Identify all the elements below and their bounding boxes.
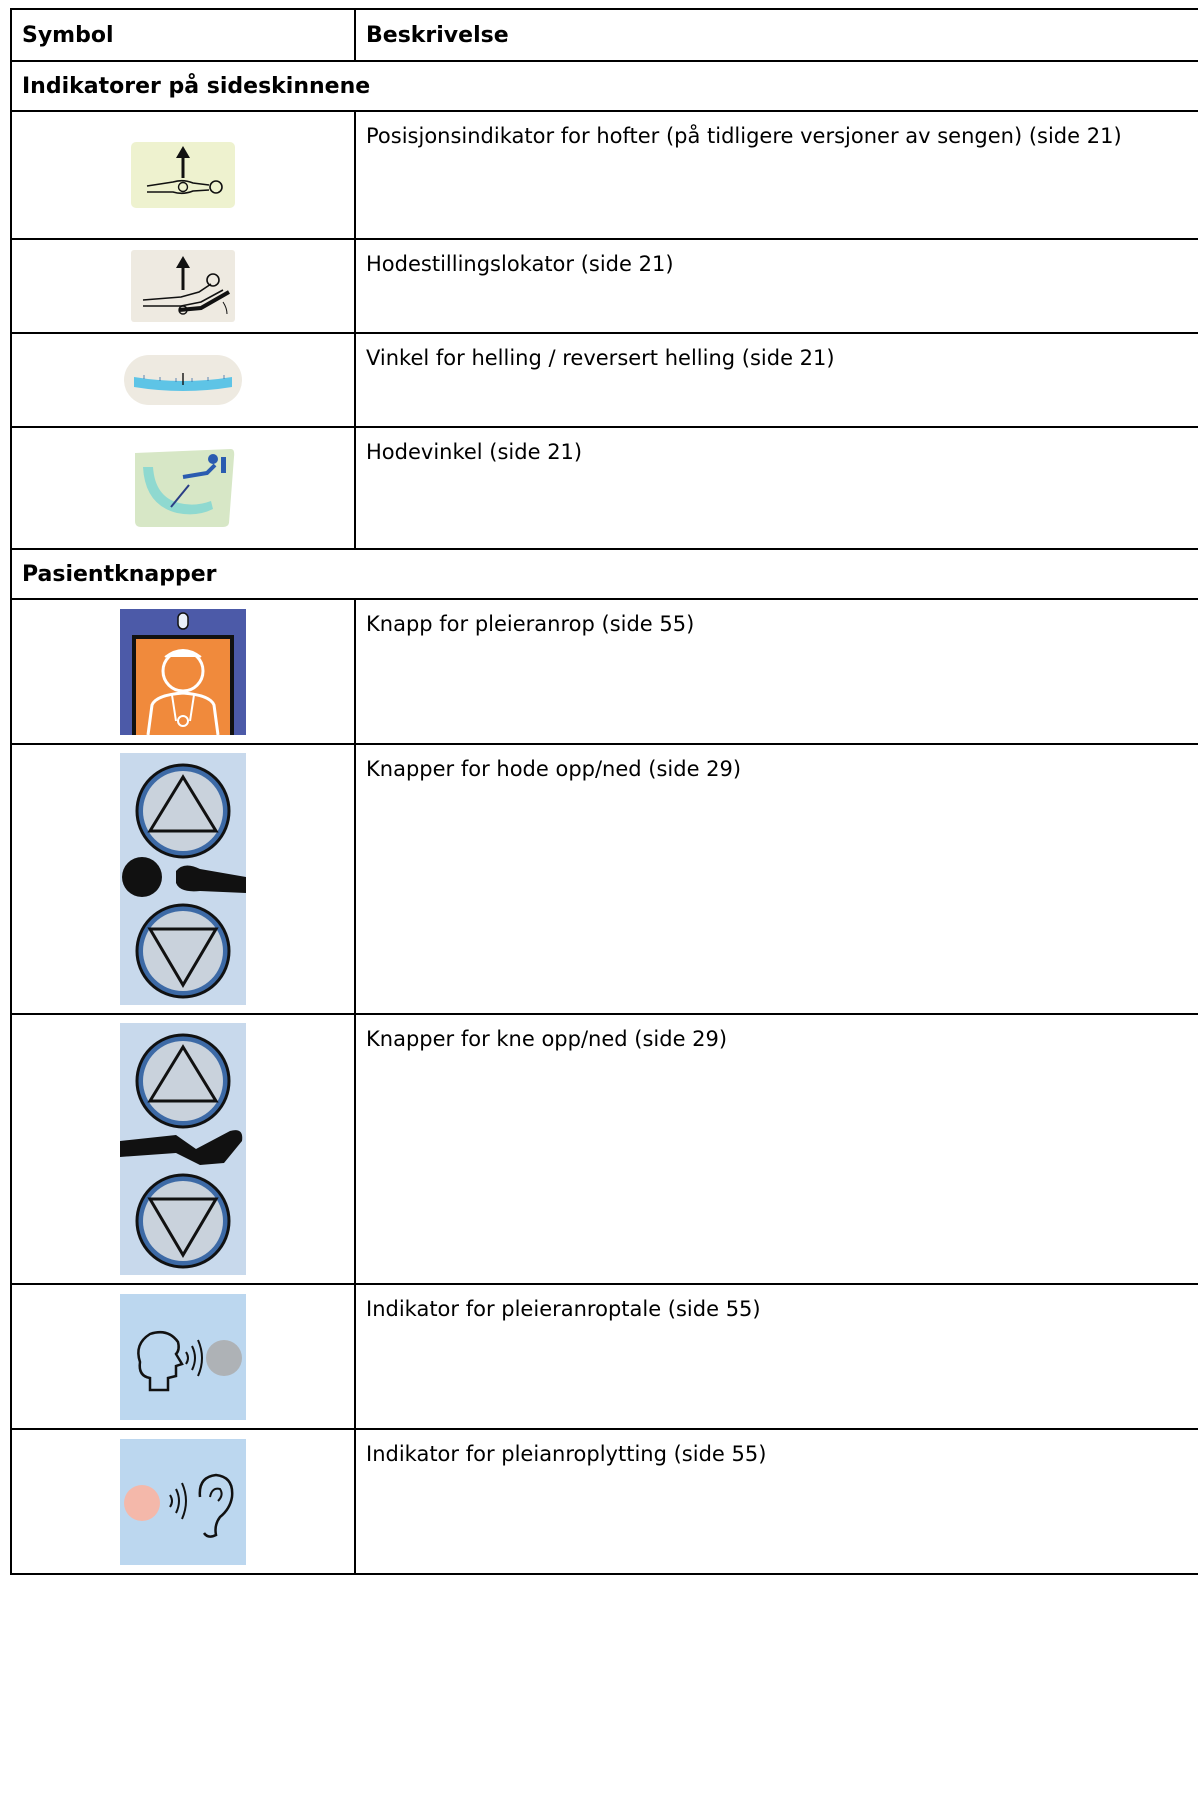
table-row <box>11 599 1198 744</box>
row-description: Hodevinkel (side 21) <box>355 427 1198 549</box>
head-angle-gauge-icon <box>131 447 235 529</box>
section-row <box>11 61 1198 111</box>
nurse-call-button-icon <box>120 609 246 735</box>
description-column-header: Beskrivelse <box>355 9 1198 61</box>
table-row <box>11 333 1198 427</box>
nurse-call-listen-indicator-icon <box>120 1439 246 1565</box>
table-row <box>11 1429 1198 1574</box>
row-description: Hodestillingslokator (side 21) <box>355 239 1198 333</box>
knee-up-down-buttons-icon <box>120 1023 246 1275</box>
nurse-call-talk-indicator-icon <box>120 1294 246 1420</box>
head-position-locator-icon <box>131 250 235 322</box>
section-title-side-rails: Indikatorer på sideskinnene <box>11 61 1198 111</box>
row-description: Indikator for pleianroplytting (side 55) <box>355 1429 1198 1574</box>
symbol-table <box>10 8 1198 1575</box>
table-header-row <box>11 9 1198 61</box>
symbol-column-header: Symbol <box>11 9 355 61</box>
row-description: Knapper for kne opp/ned (side 29) <box>355 1014 1198 1284</box>
tilt-angle-gauge-icon <box>124 355 242 405</box>
row-description: Knapper for hode opp/ned (side 29) <box>355 744 1198 1014</box>
row-description: Vinkel for helling / reversert helling (side 21) <box>355 333 1198 427</box>
table-row <box>11 744 1198 1014</box>
head-up-down-buttons-icon <box>120 753 246 1005</box>
section-row <box>11 549 1198 599</box>
table-row <box>11 1284 1198 1429</box>
hip-position-indicator-icon <box>131 142 235 208</box>
row-description: Knapp for pleieranrop (side 55) <box>355 599 1198 744</box>
section-title-patient-buttons: Pasientknapper <box>11 549 1198 599</box>
table-row <box>11 427 1198 549</box>
row-description: Indikator for pleieranroptale (side 55) <box>355 1284 1198 1429</box>
row-description: Posisjonsindikator for hofter (på tidligere versjoner av sengen) (side 21) <box>355 111 1198 239</box>
table-row <box>11 1014 1198 1284</box>
table-row <box>11 239 1198 333</box>
table-row <box>11 111 1198 239</box>
